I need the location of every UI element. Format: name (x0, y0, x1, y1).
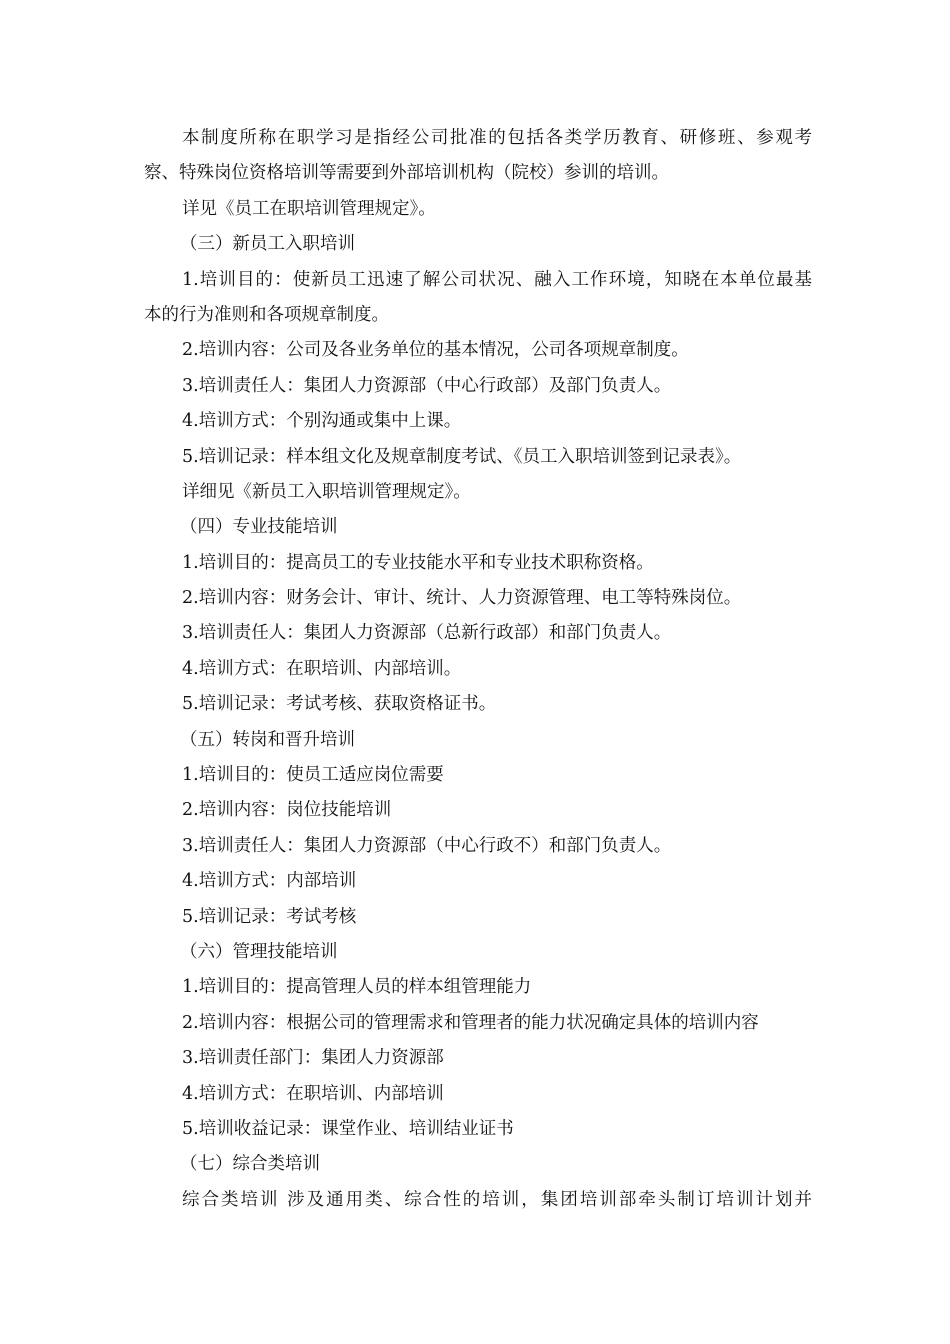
paragraph-line: 2.培训内容：岗位技能培训 (182, 800, 392, 821)
section-heading: （七）综合类培训 (180, 1154, 320, 1175)
paragraph-line: 2.培训内容：根据公司的管理需求和管理者的能力状况确定具体的培训内容 (182, 1012, 759, 1033)
paragraph-line: 4.培训方式：在职培训、内部培训。 (182, 658, 462, 679)
paragraph-line: 5.培训记录：考试考核 (182, 906, 357, 927)
paragraph-line: 综合类培训 涉及通用类、综合性的培训，集团培训部牵头制订培训计划并 (182, 1189, 812, 1210)
section-heading: （四）专业技能培训 (180, 517, 338, 538)
paragraph-line: 本制度所称在职学习是指经公司批准的包括各类学历教育、研修班、参观考 (182, 128, 812, 148)
section-heading: （三）新员工入职培训 (180, 234, 355, 255)
section-heading: （五）转岗和晋升培训 (180, 729, 355, 750)
paragraph-line: 4.培训方式：个别沟通或集中上课。 (182, 411, 462, 432)
paragraph-line: 2.培训内容：财务会计、审计、统计、人力资源管理、电工等特殊岗位。 (182, 588, 742, 609)
paragraph-line: 3.培训责任人：集团人力资源部（中心行政不）和部门负责人。 (182, 835, 672, 856)
paragraph-line: 5.培训记录：考试考核、获取资格证书。 (182, 694, 497, 715)
paragraph-line: 3.培训责任人：集团人力资源部（中心行政部）及部门负责人。 (182, 375, 672, 396)
paragraph-line: 5.培训记录：样本组文化及规章制度考试、《员工入职培训签到记录表》。 (182, 446, 742, 467)
paragraph-line: 1.培训目的：提高员工的专业技能水平和专业技术职称资格。 (182, 552, 654, 573)
paragraph-line: 4.培训方式：在职培训、内部培训 (182, 1083, 444, 1104)
paragraph-line: 1.培训目的：提高管理人员的样本组管理能力 (182, 977, 532, 998)
document-body (144, 121, 812, 1218)
paragraph-line: 本的行为准则和各项规章制度。 (144, 304, 389, 325)
paragraph-line: 察、特殊岗位资格培训等需要到外部培训机构（院校）参训的培训。 (144, 163, 669, 184)
paragraph-line: 详见《员工在职培训管理规定》。 (182, 198, 436, 219)
paragraph-line: 1.培训目的：使新员工迅速了解公司状况、融入工作环境，知晓在本单位最基 (182, 269, 812, 290)
paragraph-line: 3.培训责任部门：集团人力资源部 (182, 1048, 444, 1069)
paragraph-line: 3.培训责任人：集团人力资源部（总新行政部）和部门负责人。 (182, 623, 672, 644)
paragraph-line: 1.培训目的：使员工适应岗位需要 (182, 765, 444, 786)
paragraph-line: 详细见《新员工入职培训管理规定》。 (182, 481, 471, 502)
section-heading: （六）管理技能培训 (180, 941, 338, 962)
paragraph-line: 2.培训内容：公司及各业务单位的基本情况，公司各项规章制度。 (182, 340, 689, 361)
paragraph-line: 5.培训收益记录：课堂作业、培训结业证书 (182, 1118, 514, 1139)
paragraph-line: 4.培训方式：内部培训 (182, 871, 357, 892)
